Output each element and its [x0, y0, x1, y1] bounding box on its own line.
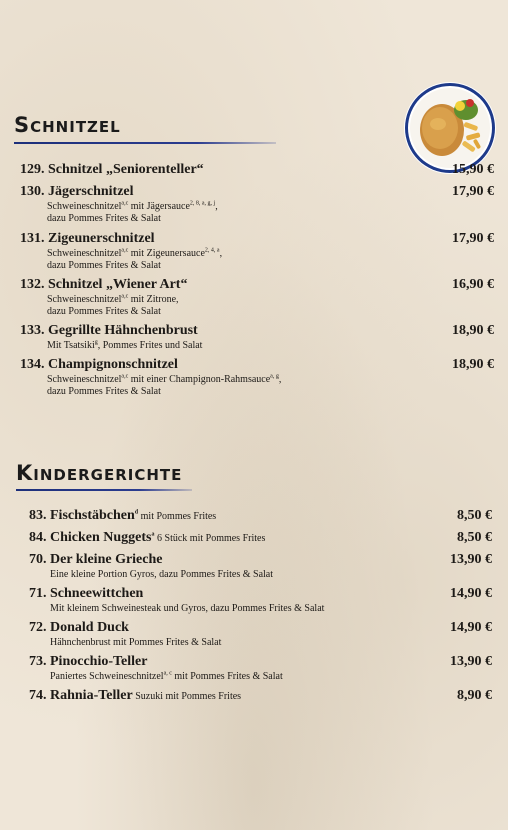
item-name [20, 231, 155, 247]
item-description: Schweineschnitzel$^{a,c}$ mit Jägersauce$^{2, 8, a, g, j}$, dazu Pommes Frites & Salat [47, 200, 218, 224]
item-description: Schweineschnitzel$^{a,c}$ mit Zigeunersauce$^{2, 4, a}$, dazu Pommes Frites & Salat [47, 247, 223, 271]
item-price: 18,90 € [452, 357, 494, 372]
item-price: 17,90 € [452, 231, 494, 246]
section-rule-schnitzel [14, 142, 276, 144]
item-inline-description: 6 Stück mit Pommes Frites [154, 533, 266, 544]
section-rule-kindergerichte [16, 489, 192, 491]
item-description: Mit Tsatsiki$^g$, Pommes Frites und Salat [47, 339, 203, 351]
item-price: 17,90 € [452, 184, 494, 199]
item-description: Mit kleinem Schweinesteak und Gyros, dazu Pommes Frites & Salat [50, 603, 325, 614]
item-number: 71. [29, 586, 47, 601]
item-title: Schnitzel „Seniorenteller“ [48, 162, 204, 177]
item-number: 84. [29, 530, 47, 545]
item-name [29, 552, 163, 568]
item-number: 131. [20, 231, 45, 246]
item-price: 8,50 € [457, 530, 492, 545]
item-name [29, 620, 129, 636]
item-name [20, 162, 204, 178]
item-title: Jägerschnitzel [48, 184, 134, 199]
item-price: 8,90 € [457, 688, 492, 703]
item-title: Fischstäbchen [50, 508, 135, 523]
item-name [20, 357, 178, 373]
item-price: 16,90 € [452, 277, 494, 292]
item-number: 130. [20, 184, 45, 199]
item-price: 14,90 € [450, 586, 492, 601]
schnitzel-photo [408, 86, 492, 170]
item-inline-description: mit Pommes Frites [138, 511, 217, 522]
item-number: 73. [29, 654, 47, 669]
section-title-schnitzel: Schnitzel [14, 113, 121, 137]
schnitzel-plate-image [408, 86, 492, 170]
item-number: 134. [20, 357, 45, 372]
item-title: Donald Duck [50, 620, 129, 635]
item-description: Paniertes Schweineschnitzel$^{a, c}$ mit Pommes Frites & Salat [50, 670, 283, 682]
item-title: Rahnia-Teller [50, 688, 133, 703]
item-number: 133. [20, 323, 45, 338]
item-name: 83. Fischstäbchen$^d$ mit Pommes Frites [29, 508, 217, 523]
item-title: Champignonschnitzel [48, 357, 178, 372]
item-number: 74. [29, 688, 47, 703]
item-number: 83. [29, 508, 47, 523]
item-price: 8,50 € [457, 508, 492, 523]
item-name [29, 654, 147, 670]
item-number: 70. [29, 552, 47, 567]
item-title: Schneewittchen [50, 586, 144, 601]
item-price: 14,90 € [450, 620, 492, 635]
item-title: Der kleine Grieche [50, 552, 163, 567]
item-title: Chicken Nuggets [50, 530, 152, 545]
item-price: 15,90 € [452, 162, 494, 177]
item-description: Schweineschnitzel$^{a,c}$ mit einer Champignon-Rahmsauce$^{a, g}$, dazu Pommes Frites & Salat [47, 373, 282, 397]
item-number: 72. [29, 620, 47, 635]
item-name: 84. Chicken Nuggets$^a$ 6 Stück mit Pommes Frites [29, 530, 266, 545]
item-title: Zigeunerschnitzel [48, 231, 155, 246]
item-title: Pinocchio-Teller [50, 654, 148, 669]
item-inline-description: Suzuki mit Pommes Frites [132, 691, 242, 702]
section-title-kindergerichte: Kindergerichte [16, 461, 183, 485]
item-number: 132. [20, 277, 45, 292]
item-number: 129. [20, 162, 45, 177]
item-description: Eine kleine Portion Gyros, dazu Pommes Frites & Salat [50, 569, 274, 580]
item-name [29, 586, 143, 602]
item-description: Schweineschnitzel$^{a,c}$ mit Zitrone, dazu Pommes Frites & Salat [47, 293, 179, 317]
item-name [20, 184, 134, 200]
item-name [20, 323, 198, 339]
item-name [29, 688, 241, 704]
item-description: Hähnchenbrust mit Pommes Frites & Salat [50, 637, 222, 648]
item-title: Gegrillte Hähnchenbrust [48, 323, 198, 338]
item-title: Schnitzel „Wiener Art“ [48, 277, 188, 292]
item-price: 13,90 € [450, 552, 492, 567]
item-price: 18,90 € [452, 323, 494, 338]
item-price: 13,90 € [450, 654, 492, 669]
item-name [20, 277, 187, 293]
